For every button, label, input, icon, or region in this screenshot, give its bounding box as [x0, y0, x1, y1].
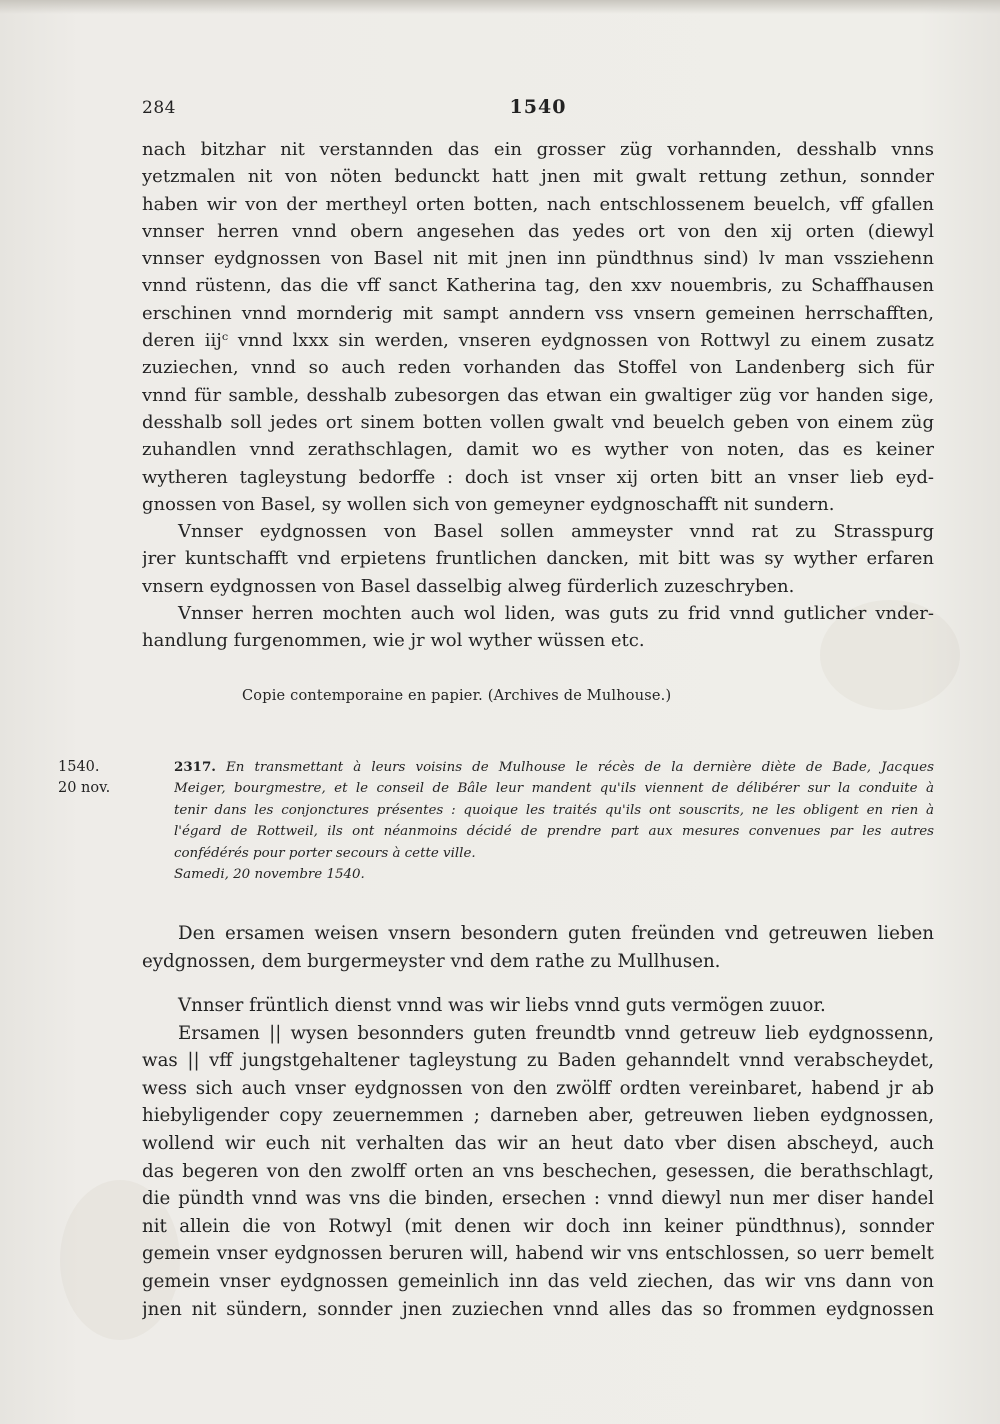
letter-line: wess sich auch vnser eydgnossen von den zwölff ordten vereinbaret, habend jr ab — [142, 1077, 934, 1099]
entry-date: Samedi, 20 novembre 1540. — [174, 866, 365, 882]
text-line: vnnd rüstenn, das die vff sanct Katherina tag, den xxv nouembris, zu Schaffhausen — [142, 275, 934, 297]
summary-line — [174, 757, 934, 778]
text-line: Vnnser eydgnossen von Basel sollen ammeyster vnnd rat zu Strasspurg — [178, 521, 934, 543]
text-line: wytheren tagleystung bedorffe : doch ist vnser xij orten bitt an vnser lieb eyd- — [142, 466, 934, 488]
text-line: vnsern eydgnossen von Basel dasselbig alweg fürderlich zuzeschryben. — [142, 575, 795, 597]
running-header-year: 1540 — [509, 96, 567, 118]
text-line: handlung furgenommen, wie jr wol wyther wüssen etc. — [142, 630, 645, 652]
text-line: haben wir von der mertheyl orten botten, nach entschlossenem beuelch, vff gfallen — [142, 193, 934, 215]
text-line: yetzmalen nit von nöten bedunckt hatt jnen mit gwalt rettung zethun, sonnder — [142, 166, 934, 188]
letter-line: hiebyligender copy zeuernemmen ; darneben aber, getreuwen lieben eydgnossen, — [142, 1105, 934, 1127]
margin-date — [58, 757, 110, 799]
letter-line: gemein vnser eydgnossen gemeinlich inn das veld ziechen, das wir vns dann von — [142, 1270, 934, 1292]
entry-summary — [174, 757, 934, 886]
letter-body — [142, 992, 934, 1323]
text-line: desshalb soll jedes ort sinem botten vollen gwalt vnd beuelch geben von einem züg — [142, 411, 934, 433]
margin-year: 1540. — [58, 759, 100, 775]
source-note: Copie contemporaine en papier. (Archives de Mulhouse.) — [242, 688, 672, 704]
summary-line: confédérés pour porter secours à cette ville. — [174, 845, 476, 861]
continued-document-text — [142, 136, 934, 655]
text-line: vnnser eydgnossen von Basel nit mit jnen inn pündthnus sind) lv man vssziehenn — [142, 248, 934, 270]
summary-line: l'égard de Rottweil, ils ont néanmoins décidé de prendre part aux mesures convenues par les autres — [174, 824, 934, 840]
page-number: 284 — [142, 98, 176, 118]
address-line: eydgnossen, dem burgermeyster vnd dem rathe zu Mullhusen. — [142, 950, 721, 972]
page-edge-shadow — [0, 0, 1000, 14]
text-line: Vnnser herren mochten auch wol liden, was guts zu frid vnnd gutlicher vnder- — [178, 603, 934, 625]
text-line: erschinen vnnd mornderig mit sampt anndern vss vnsern gemeinen herrschafften, — [142, 302, 934, 324]
letter-line: die pündth vnnd was vns die binden, ersechen : vnnd diewyl nun mer diser handel — [142, 1188, 934, 1210]
letter-line: was || vff jungstgehaltener tagleystung zu Baden gehanndelt vnnd verabscheydet, — [142, 1050, 934, 1072]
letter-line: nit allein die von Rotwyl (mit denen wir doch inn keiner pündthnus), sonnder — [142, 1215, 934, 1237]
letter-line: Vnnser früntlich dienst vnnd was wir liebs vnnd guts vermögen zuuor. — [178, 995, 826, 1016]
page-header — [142, 96, 934, 122]
letter-line: jnen nit sündern, sonnder jnen zuziechen vnnd alles das so frommen eydgnossen — [142, 1298, 934, 1320]
text-line: jrer kuntschafft vnd erpietens fruntlichen dancken, mit bitt was sy wyther erfaren — [142, 548, 934, 570]
entry-number: 2317. — [174, 759, 216, 775]
margin-day: 20 nov. — [58, 780, 111, 796]
summary-line: Meiger, bourgmestre, et le conseil de Bâle leur mandent qu'ils viennent de délibérer sur la conduite à — [174, 781, 934, 797]
text-line: vnnser herren vnnd obern angesehen das yedes ort von den xij orten (diewyl — [142, 220, 934, 242]
letter-line: das begeren von den zwolff orten an vns beschechen, gesessen, die berathschlagt, — [142, 1160, 934, 1182]
text-line: gnossen von Basel, sy wollen sich von gemeyner eydgnoschafft nit sundern. — [142, 493, 835, 515]
address-line: Den ersamen weisen vnsern besondern guten freünden vnd getreuwen lieben — [178, 923, 934, 944]
letter-address — [142, 920, 934, 975]
text-line: deren iijᶜ vnnd lxxx sin werden, vnseren eydgnossen von Rottwyl zu einem zusatz — [142, 330, 934, 352]
text-line: zuhandlen vnnd zerathschlagen, damit wo es wyther von noten, das es keiner — [142, 439, 934, 461]
text-line: vnnd für samble, desshalb zubesorgen das etwan ein gwaltiger züg vor handen sige, — [142, 384, 934, 406]
summary-text: En transmettant à leurs voisins de Mulhouse le récès de la dernière diète de Bade, Jacques — [226, 760, 934, 775]
letter-line: gemein vnser eydgnossen beruren will, habend wir vns entschlossen, so uerr bemelt — [142, 1243, 934, 1265]
text-line: nach bitzhar nit verstannden das ein grosser züg vorhannden, desshalb vnns — [142, 139, 934, 160]
text-line: zuziechen, vnnd so auch reden vorhanden das Stoffel von Landenberg sich für — [142, 357, 934, 379]
letter-line: wollend wir euch nit verhalten das wir an heut dato vber disen abscheyd, auch — [142, 1132, 934, 1154]
summary-line: tenir dans les conjonctures présentes : quoique les traités qu'ils ont souscrits, ne les obligent en rien à — [174, 802, 934, 818]
letter-line: Ersamen || wysen besonnders guten freundtb vnnd getreuw lieb eydgnossenn, — [178, 1022, 934, 1044]
